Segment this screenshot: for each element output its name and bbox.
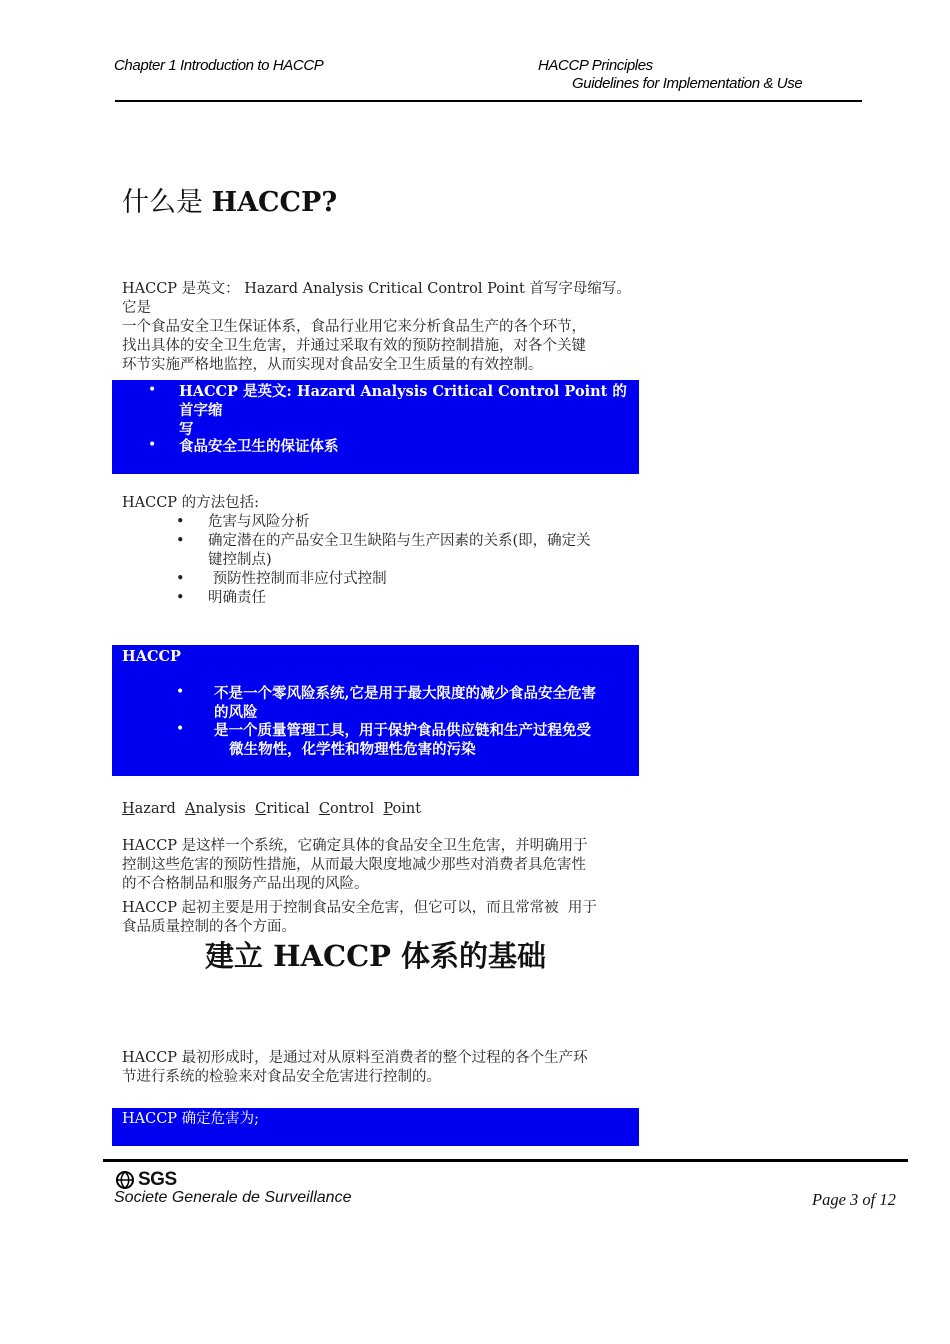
list-item: • 明确责任: [176, 590, 266, 606]
description-paragraph-1: HACCP 是这样一个系统，它确定具体的食品安全卫生危害，并明确用于 控制这些危害的预防性措施，从而最大限度地减少那些对消费者具危害性 的不合格制品和服务产品出现的风险。: [122, 838, 588, 892]
list-item: • 预防性控制而非应付式控制: [176, 571, 387, 587]
highlight-box-definition: [112, 380, 639, 474]
methods-list: [122, 513, 642, 608]
footer-rule: [103, 1159, 908, 1162]
acronym-word: Analysis: [185, 801, 246, 817]
box3-text: HACCP 确定危害为;: [122, 1111, 260, 1127]
intro-line: HACCP 是英文： Hazard Analysis Critical Control Point 首写字母缩写。它是: [122, 281, 631, 316]
bullet-icon: •: [176, 684, 185, 700]
footer-page-number: Page 3 of 12: [812, 1190, 896, 1209]
acronym-line: [122, 800, 421, 819]
highlight-box-haccp-notes: [112, 645, 639, 776]
header-doc-title: HACCP Principles: [538, 57, 653, 74]
intro-line: 环节实施严格地监控，从而实现对食品安全卫生质量的有效控制。: [122, 357, 543, 373]
header-chapter: Chapter 1 Introduction to HACCP: [114, 57, 324, 74]
box1-item-1: HACCP 是英文: Hazard Analysis Critical Control Point 的首字缩 写: [179, 383, 627, 438]
logo-text: SGS: [138, 1169, 177, 1190]
bullet-icon: •: [176, 514, 185, 530]
acronym-word: Hazard: [122, 801, 176, 817]
description-paragraph-2: HACCP 起初主要是用于控制食品安全危害，但它可以，而且常常被 用于 食品质量控制的各个方面。: [122, 900, 597, 935]
bullet-icon: •: [148, 382, 157, 398]
section-title-haccp-basis: 建立 HACCP 体系的基础: [205, 939, 547, 973]
header-doc-subtitle: Guidelines for Implementation & Use: [572, 75, 803, 92]
globe-icon: [115, 1171, 137, 1189]
highlight-box-hazards: [112, 1108, 639, 1146]
title-en-part: HACCP?: [211, 187, 338, 218]
header-rule: [115, 100, 862, 102]
section2-paragraph: HACCP 最初形成时，是通过对从原料至消费者的整个过程的各个生产环 节进行系统的检验来对食品安全危害进行控制的。: [122, 1050, 588, 1085]
bullet-icon: •: [176, 721, 185, 737]
methods-heading: HACCP 的方法包括:: [122, 495, 260, 511]
acronym-word: Critical: [255, 801, 310, 817]
title-cn-part: 什么是: [122, 187, 212, 218]
intro-line: 找出具体的安全卫生危害，并通过采取有效的预防控制措施，对各个关键: [122, 338, 586, 354]
acronym-word: Point: [383, 801, 422, 817]
list-item: • 确定潜在的产品安全卫生缺陷与生产因素的关系(即，确定关 键控制点): [176, 533, 591, 568]
bullet-icon: •: [148, 437, 157, 453]
box1-item-2: 食品安全卫生的保证体系: [179, 438, 339, 455]
bullet-icon: •: [176, 571, 185, 587]
sgs-logo: [115, 1170, 177, 1190]
intro-paragraph: [122, 280, 642, 375]
bullet-icon: •: [176, 533, 185, 549]
intro-line: 一个食品安全卫生保证体系，食品行业用它来分析食品生产的各个环节，: [122, 319, 586, 335]
list-item: • 危害与风险分析: [176, 514, 310, 530]
box2-item-2: 是一个质量管理工具，用于保护食品供应链和生产过程免受 微生物性，化学性和物理性危害的污染: [214, 722, 591, 758]
box2-title: HACCP: [122, 648, 181, 665]
section-title-what-is-haccp: [122, 180, 337, 219]
bullet-icon: •: [176, 590, 185, 606]
box2-item-1: 不是一个零风险系统,它是用于最大限度的减少食品安全危害 的风险: [214, 685, 597, 721]
footer-company: Societe Generale de Surveillance: [114, 1189, 352, 1206]
acronym-word: Control: [318, 801, 375, 817]
